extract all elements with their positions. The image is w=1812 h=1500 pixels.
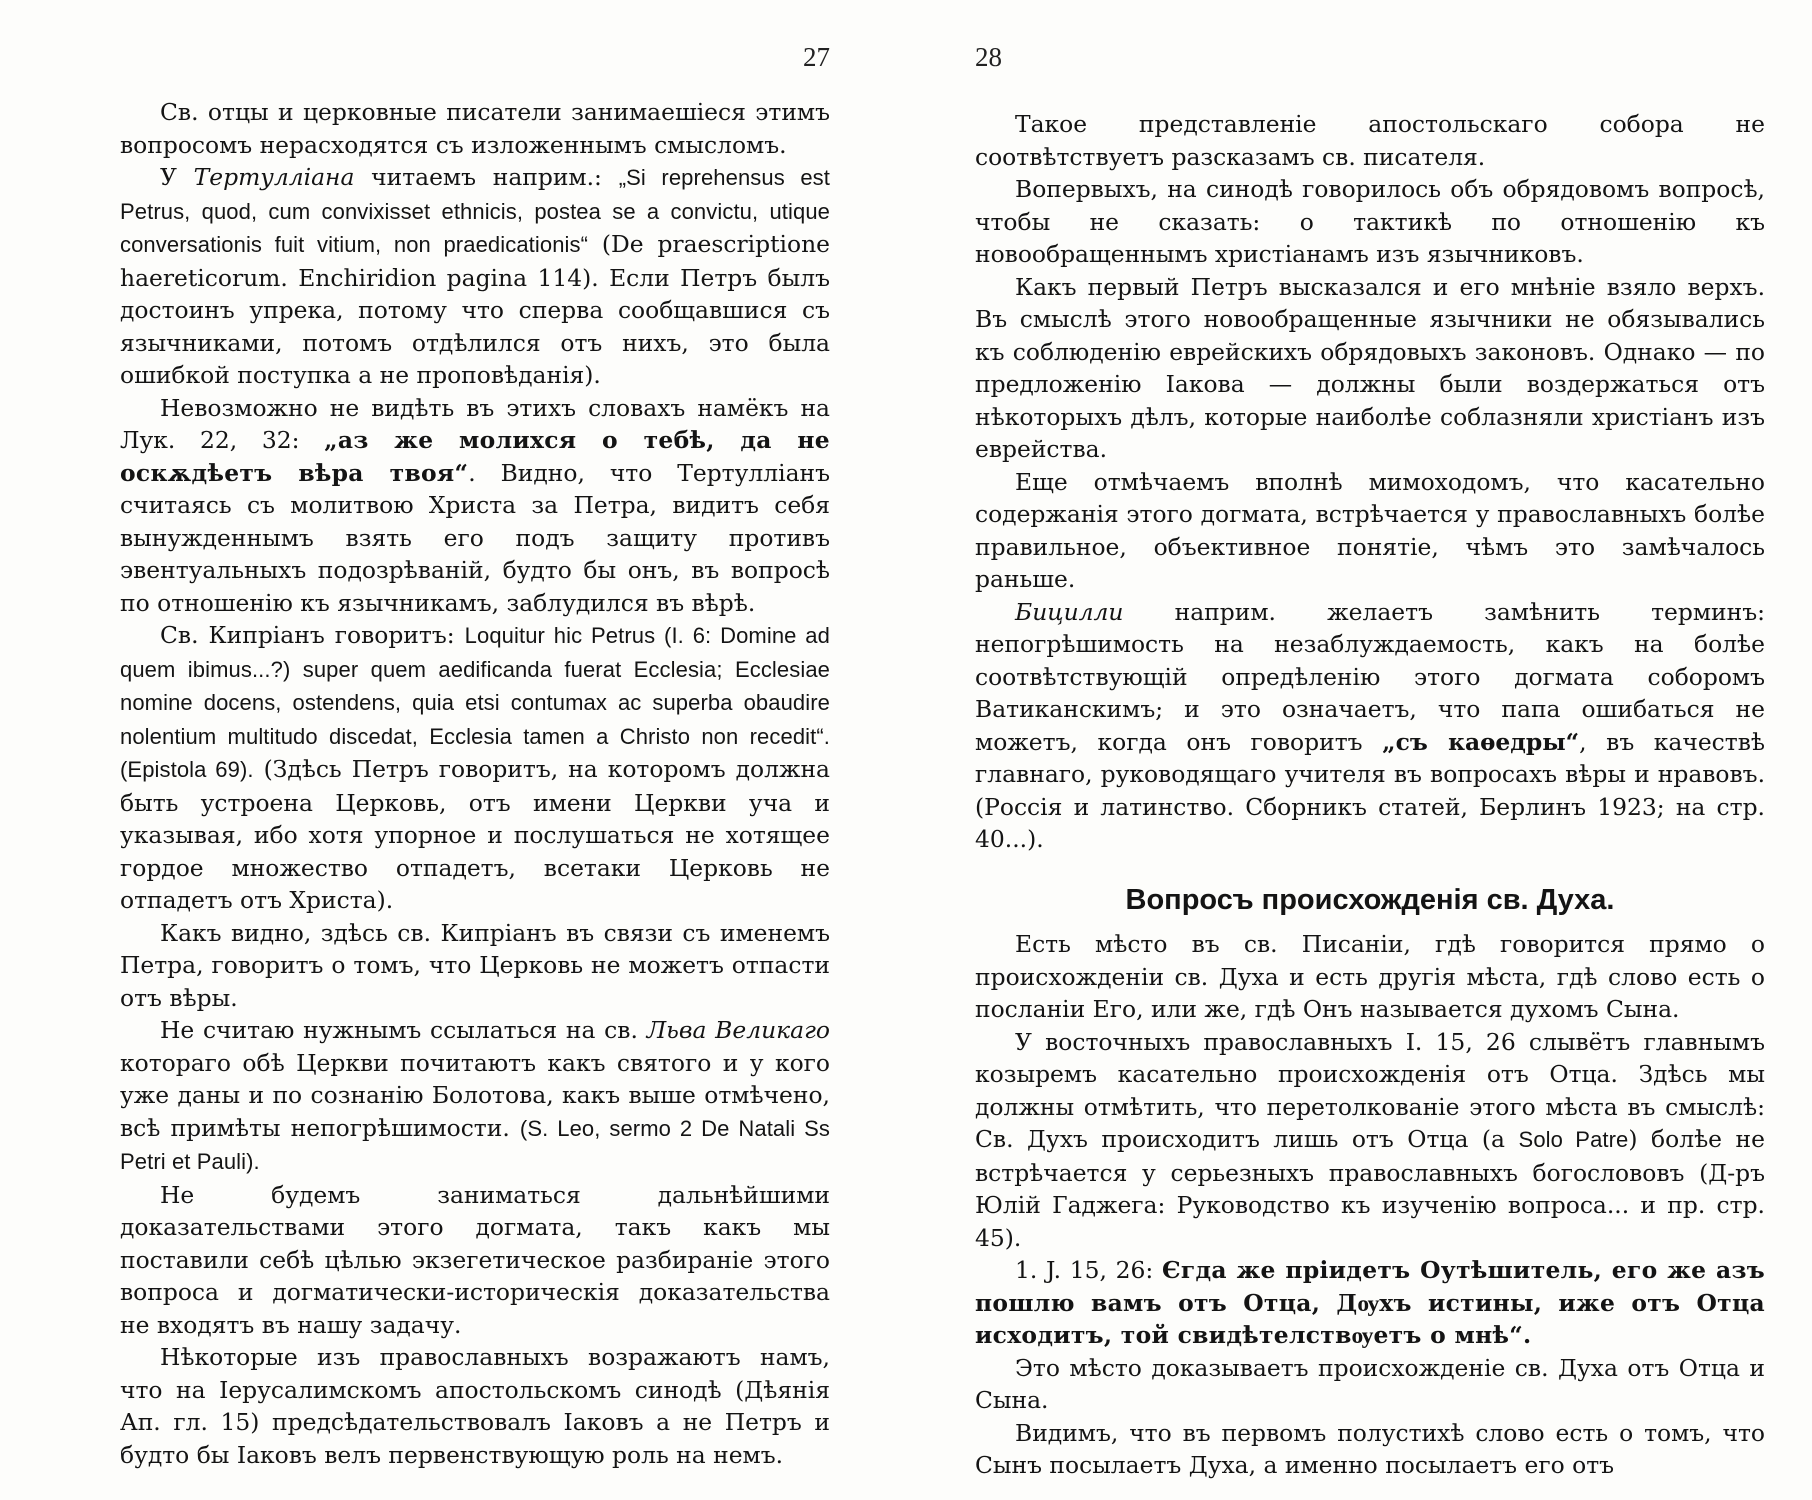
paragraph: Это мѣсто доказываетъ происхожденіе св. Духа отъ Отца и Сына. [975, 1353, 1765, 1414]
latin-citation: (S. Leo, sermo 2 De Natali Ss Petri et Pauli). [120, 1115, 830, 1174]
ex-cathedra-phrase: „съ каѳедры“ [1382, 727, 1580, 756]
author-name: Льва Великаго [646, 1016, 830, 1044]
paragraph: Такое представленіе апостольскаго собора не соотвѣтствуетъ разсказамъ св. писателя. [975, 110, 1765, 171]
left-page [120, 0, 830, 1500]
paragraph: Какъ первый Петръ высказался и его мнѣніе взяло верхъ. Въ смыслѣ этого новообращенные язычники не обязывались къ соблюденію еврейскихъ обрядовыхъ законовъ. Однако — по предложенію Іакова — должны были воздержаться отъ нѣкоторыхъ дѣлъ, которые наиболѣе соблазняли христіанъ изъ еврейства. [975, 272, 1765, 463]
paragraph: Видимъ, что въ первомъ полустихѣ слово есть о томъ, что Сынъ посылаетъ Духа, а именно посылаетъ его отъ [975, 1418, 1765, 1479]
latin-quote: „Si reprehensus est Petrus, quod, cum convixisset ethnicis, postea se a convictu, utique conversationis fuit vitium, non praedicationis“ [120, 165, 830, 257]
paragraph: Св. отцы и церковные писатели занимаешіеся этимъ вопросомъ нерасходятся съ изложеннымъ смысломъ. [120, 98, 830, 159]
slavonic-quote: „аз же молихся о тебѣ, да не оскѫдѣетъ вѣра твоя“ [120, 426, 830, 487]
paragraph: Есть мѣсто въ св. Писаніи, гдѣ говорится прямо о происхожденіи св. Духа и есть другія мѣста, гдѣ слово есть о посланіи Его, или же, гдѣ Онъ называется духомъ Сына. [975, 930, 1765, 1023]
paragraph: Не считаю нужнымъ ссылаться на св. Льва Великаго котораго обѣ Церкви почитаютъ какъ святого и у кого уже даны и по сознанію Болотова, какъ выше отмѣчено, всѣ примѣты непогрѣшимости. (S. Leo, sermo 2 De Natali Ss Petri et Pauli). [120, 1016, 830, 1174]
author-name: Бицилли [1015, 597, 1124, 626]
paragraph: Нѣкоторые изъ православныхъ возражаютъ намъ, что на Іерусалимскомъ апостольскомъ синодѣ (Дѣянія Ап. гл. 15) предсѣдательствовалъ Іаковъ а не Петръ и будто бы Іаковъ велъ первенствующую роль на немъ. [120, 1343, 830, 1469]
latin-phrase: Solo Patre [1518, 1127, 1629, 1152]
page-text [120, 96, 830, 1471]
paragraph: У восточныхъ православныхъ І. 15, 26 слывётъ главнымъ козыремъ касательно происхожденія отъ Отца. Здѣсь мы должны отмѣтить, что перетолкованіе этого мѣста въ смыслѣ: Св. Духъ происходитъ лишь отъ Отца (а Solo Patre) болѣе не встрѣчается у серьезныхъ православныхъ богослововъ (Д-ръ Юлій Гаджега: Руководство къ изученію вопроса... и пр. стр. 45). [975, 1027, 1765, 1252]
paragraph: Невозможно не видѣть въ этихъ словахъ намёкъ на Лук. 22, 32: „аз же молихся о тебѣ, да не оскѫдѣетъ вѣра твоя“. Видно, что Тертулліанъ считаясь съ молитвою Христа за Петра, видитъ себя вынужденнымъ взять его подъ защиту противъ эвентуальныхъ подозрѣваній, будто бы онъ, въ вопросѣ по отношенію къ язычникамъ, заблудился въ вѣрѣ. [120, 393, 830, 617]
author-name: Тертулліана [193, 163, 355, 191]
paragraph: Не будемъ заниматься дальнѣйшими доказательствами этого догмата, такъ какъ мы поставили себѣ цѣлью экзегетическое разбираніе этого вопроса и догматически-историческія доказательства не входятъ въ нашу задачу. [120, 1180, 830, 1339]
section-heading: Вопросъ происхожденія св. Духа. [1125, 883, 1615, 916]
slavonic-quote: Єгда же пріидетъ Оутѣшитель, его же азъ пошлю вамъ отъ Отца, Дѹхъ истины, иже отъ Отца исходитъ, той свидѣтелствѹетъ о мнѣ“. [975, 1256, 1765, 1349]
page-number: 28 [975, 42, 1002, 72]
paragraph: У Тертулліана читаемъ наприм.: „Si reprehensus est Petrus, quod, cum convixisset ethnicis, postea se a convictu, utique conversationis fuit vitium, non praedicationis“ (De praescriptione haereticorum. Enchiridion pagina 114). Если Петръ былъ достоинъ упрека, потому что сперва сообщавшися съ язычниками, потомъ отдѣлился отъ нихъ, это была ошибкой поступка а не проповѣданія). [120, 163, 830, 389]
latin-quote: Loquitur hic Petrus (I. 6: Domine ad quem ibimus...?) super quem aedificanda fuerat Ecclesia; Ecclesiae nomine docens, ostendens, quia etsi contumax ac superba obaudire nolentium multitudo discedat, Ecclesia tamen a Christo non recedit“. (Epistola 69). [120, 623, 830, 782]
page-number: 27 [803, 42, 830, 72]
right-page [975, 0, 1765, 1500]
paragraph: Еще отмѣчаемъ вполнѣ мимоходомъ, что касательно содержанія этого догмата, встрѣчается у православныхъ болѣе правильное, объективное понятіе, чѣмъ это замѣчалось раньше. [975, 467, 1765, 593]
paragraph: Бицилли наприм. желаетъ замѣнить терминъ: непогрѣшимость на незаблуждаемость, какъ на болѣе соотвѣтствующій опредѣленію этого догмата соборомъ Ватиканскимъ; и это означаетъ, что папа ошибаться не можетъ, когда онъ говоритъ „съ каѳедры“, въ качествѣ главнаго, руководящаго учителя въ вопросахъ вѣры и нравовъ. (Россія и латинство. Сборникъ статей, Берлинъ 1923; на стр. 40...). [975, 597, 1765, 853]
paragraph: 1. J. 15, 26: Єгда же пріидетъ Оутѣшитель, его же азъ пошлю вамъ отъ Отца, Дѹхъ истины, иже отъ Отца исходитъ, той свидѣтелствѹетъ о мнѣ“. [975, 1256, 1765, 1349]
paragraph: Какъ видно, здѣсь св. Кипріанъ въ связи съ именемъ Петра, говоритъ о томъ, что Церковь не можетъ отпасти отъ вѣры. [120, 918, 830, 1012]
paragraph: Вопервыхъ, на синодѣ говорилось объ обрядовомъ вопросѣ, чтобы не сказать: о тактикѣ по отношенію къ новообращеннымъ христіанамъ изъ язычниковъ. [975, 175, 1765, 268]
paragraph: Св. Кипріанъ говоритъ: Loquitur hic Petrus (I. 6: Domine ad quem ibimus...?) super quem aedificanda fuerat Ecclesia; Ecclesiae nomine docens, ostendens, quia etsi contumax ac superba obaudire nolentium multitudo discedat, Ecclesia tamen a Christo non recedit“. (Epistola 69). (Здѣсь Петръ говоритъ, на которомъ должна быть устроена Церковь, отъ имени Церкви уча и указывая, ибо хотя упорное и послушаться не хотящее гордое множество отпадетъ, всетаки Церковь не отпадетъ отъ Христа). [120, 621, 831, 914]
page-text [975, 108, 1765, 1482]
